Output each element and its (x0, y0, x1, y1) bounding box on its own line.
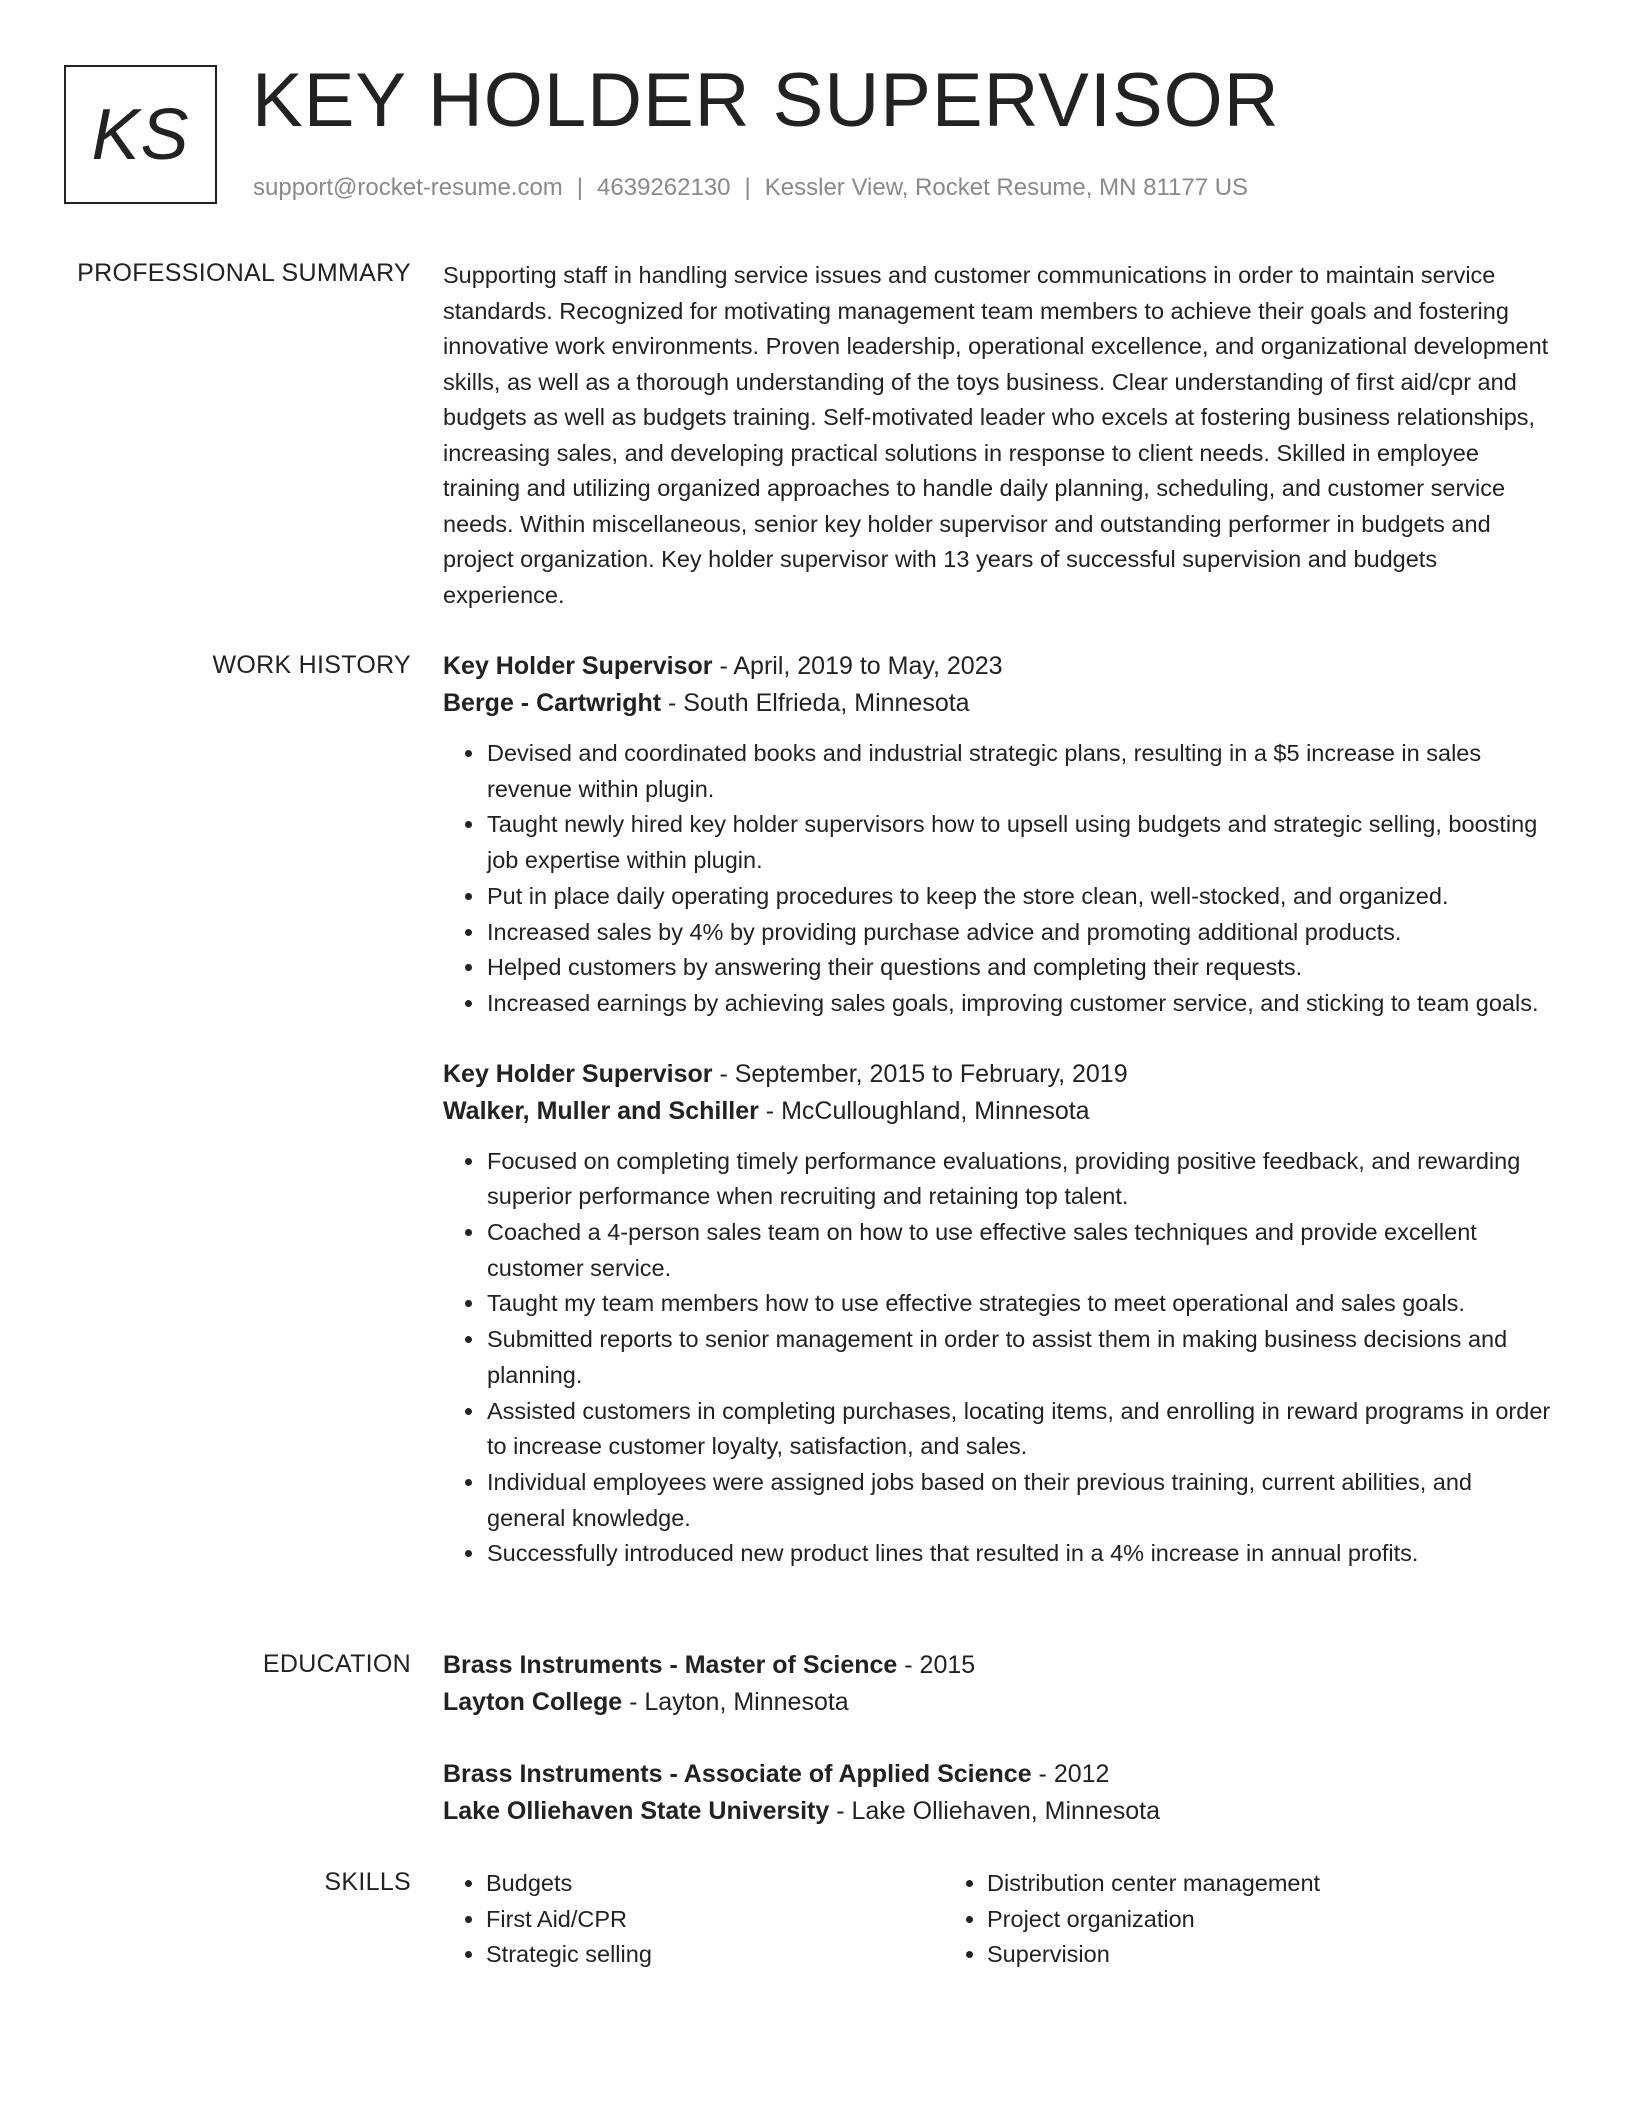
contact-email[interactable]: support@rocket-resume.com (253, 174, 563, 201)
summary-heading: PROFESSIONAL SUMMARY (77, 259, 411, 287)
skill-item: • Distribution center management (987, 1866, 1445, 1902)
education-school: Lake Olliehaven State University (443, 1797, 830, 1825)
skill-item: • First Aid/CPR (486, 1902, 944, 1938)
job-bullet: • Coached a 4-person sales team on how to use effective sales techniques and provide excellent customer service. (486, 1215, 1553, 1286)
job-company-line (443, 1093, 1553, 1130)
education-degree: Brass Instruments - Associate of Applied Science (443, 1760, 1032, 1788)
job-company: Berge - Cartwright (443, 689, 662, 717)
education-heading: EDUCATION (262, 1650, 411, 1678)
job-bullet: • Successfully introduced new product lines that resulted in a 4% increase in annual profits. (486, 1536, 1553, 1572)
contact-phone[interactable]: 4639262130 (597, 174, 731, 201)
job-bullet: • Taught my team members how to use effective strategies to meet operational and sales goals. (486, 1286, 1553, 1322)
job-bullet: • Increased earnings by achieving sales goals, improving customer service, and sticking to team goals. (486, 986, 1553, 1022)
contact-separator: | (576, 174, 584, 201)
monogram-badge (64, 65, 217, 204)
job-title-line (443, 1056, 1553, 1093)
education-location: - Layton, Minnesota (622, 1688, 849, 1716)
job-location: - McCulloughland, Minnesota (758, 1096, 1090, 1125)
job-company: Walker, Muller and Schiller (443, 1096, 759, 1125)
contact-separator: | (744, 174, 751, 201)
contact-line (253, 172, 1248, 204)
skill-item: • Project organization (987, 1902, 1445, 1938)
education-body (443, 1647, 1553, 1830)
job-company-line (443, 685, 1553, 722)
education-degree: Brass Instruments - Master of Science (443, 1651, 898, 1679)
monogram-text: KS (91, 94, 190, 175)
job-location: - South Elfrieda, Minnesota (661, 689, 970, 717)
job-bullet: • Individual employees were assigned jobs based on their previous training, current abilities, and general knowledge. (486, 1465, 1553, 1536)
summary-body (443, 258, 1553, 613)
job-bullet: • Increased sales by 4% by providing purchase advice and promoting additional products. (486, 915, 1553, 951)
job-dates: - September, 2015 to February, 2019 (712, 1059, 1128, 1088)
job-bullet: • Put in place daily operating procedures to keep the store clean, well-stocked, and organized. (486, 879, 1553, 915)
skills-body (443, 1866, 1553, 1973)
education-school-line (443, 1684, 1553, 1721)
resume-title: KEY HOLDER SUPERVISOR (252, 58, 1280, 143)
job-dates: - April, 2019 to May, 2023 (712, 652, 1003, 680)
job-bullet: • Assisted customers in completing purchases, locating items, and enrolling in reward programs in order to increase customer loyalty, satisfaction, and sales. (486, 1394, 1553, 1465)
job-bullets (443, 1144, 1553, 1572)
summary-text: Supporting staff in handling service issues and customer communications in order to maintain service standards. Recognized for motivating management team members to achieve their goals and fostering innovative work environments. Proven leadership, operational excellence, and organizational development skills, as well as a thorough understanding of the toys business. Clear understanding of first aid/cpr and budgets as well as budgets training. Self-motivated leader who excels at fostering business relationships, increasing sales, and developing practical solutions in response to client needs. Skilled in employee training and utilizing organized approaches to handle daily planning, scheduling, and customer service needs. Within miscellaneous, senior key holder supervisor and outstanding performer in budgets and project organization. Key holder supervisor with 13 years of successful supervision and budgets experience. (443, 262, 1549, 608)
job-title-line (443, 648, 1553, 685)
skills-list-right (944, 1866, 1445, 1973)
skills-columns (443, 1866, 1553, 1973)
job-bullet: • Helped customers by answering their questions and completing their requests. (486, 950, 1553, 986)
job-entry (443, 648, 1553, 1022)
skill-item: • Strategic selling (486, 1937, 944, 1973)
work-history-heading: WORK HISTORY (212, 651, 411, 679)
skill-item: • Supervision (987, 1937, 1445, 1973)
education-school: Layton College (443, 1688, 623, 1716)
skills-heading: SKILLS (324, 1868, 411, 1896)
job-bullet: • Focused on completing timely performance evaluations, providing positive feedback, and rewarding superior performance when recruiting and retaining top talent. (486, 1144, 1553, 1215)
education-school-line (443, 1793, 1553, 1830)
education-degree-line (443, 1756, 1553, 1793)
job-bullet: • Submitted reports to senior management in order to assist them in making business decisions and planning. (486, 1322, 1553, 1393)
education-year: - 2015 (897, 1651, 976, 1679)
education-degree-line (443, 1647, 1553, 1684)
skills-list-left (443, 1866, 944, 1973)
skill-item: • Budgets (486, 1866, 944, 1902)
job-entry (443, 1056, 1553, 1572)
education-entry (443, 1647, 1553, 1721)
work-history-body (443, 648, 1553, 1572)
job-bullet: • Devised and coordinated books and industrial strategic plans, resulting in a $5 increase in sales revenue within plugin. (486, 736, 1553, 807)
job-title: Key Holder Supervisor (443, 652, 713, 680)
education-location: - Lake Olliehaven, Minnesota (829, 1797, 1161, 1825)
education-entry (443, 1756, 1553, 1830)
job-title: Key Holder Supervisor (443, 1059, 713, 1088)
job-bullet: • Taught newly hired key holder supervisors how to upsell using budgets and strategic selling, boosting job expertise within plugin. (486, 807, 1553, 878)
job-bullets (443, 736, 1553, 1022)
contact-address: Kessler View, Rocket Resume, MN 81177 US (764, 174, 1249, 201)
education-year: - 2012 (1031, 1760, 1110, 1788)
